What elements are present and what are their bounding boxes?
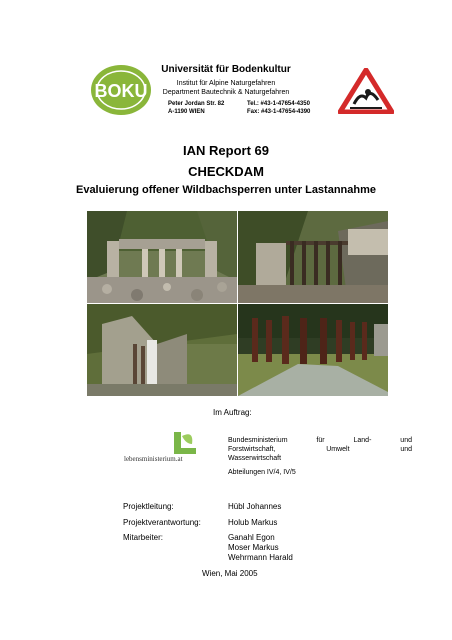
address-block [168, 100, 224, 116]
ministry-line-3: Wasserwirtschaft [228, 455, 282, 462]
ministry-divisions: Abteilungen IV/4, IV/5 [228, 469, 296, 476]
project-responsible: Holub Markus [228, 518, 278, 527]
place-date: Wien, Mai 2005 [202, 569, 258, 578]
department-name: Department Bautechnik & Naturgefahren [162, 89, 290, 96]
university-name: Universität für Bodenkultur [161, 64, 291, 75]
report-number: IAN Report 69 [183, 143, 269, 158]
boku-logo-text: BOKU [94, 81, 148, 101]
staff-label: Mitarbeiter: [123, 533, 164, 542]
contact-block [247, 100, 310, 116]
project-title: CHECKDAM [188, 164, 264, 179]
institute-name: Institut für Alpine Naturgefahren [176, 80, 276, 87]
street: Peter Jordan Str. 82 [168, 101, 225, 107]
lebensministerium-logo-text: lebensministerium.at [124, 455, 183, 463]
fax: Fax: #43-1-47654-4390 [247, 109, 311, 115]
staff-member: Moser Markus [228, 543, 279, 552]
project-lead-label: Projektleitung: [123, 502, 174, 511]
institute-block [0, 79, 452, 97]
photo-top-right [238, 211, 388, 303]
city: A-1190 WIEN [168, 109, 205, 115]
ministry-line-2: Forstwirtschaft, Umwelt und [228, 446, 412, 453]
lebensministerium-leaf-icon [160, 430, 200, 458]
report-subtitle: Evaluierung offener Wildbachsperren unter Lastannahme [75, 184, 377, 196]
photo-bottom-right [238, 304, 388, 396]
photo-bottom-left [87, 304, 237, 396]
telephone: Tel.: #43-1-47654-4350 [247, 101, 310, 107]
photo-top-left [87, 211, 237, 303]
staff-member: Ganahl Egon [228, 533, 275, 542]
staff-list [228, 533, 293, 563]
client-label: Im Auftrag: [213, 408, 252, 417]
ministry-line-1: Bundesministerium für Land- und [228, 437, 412, 444]
project-responsible-label: Projektverantwortung: [123, 518, 201, 527]
project-lead: Hübl Johannes [228, 502, 282, 511]
ministry-name [228, 436, 412, 463]
staff-member: Wehrmann Harald [228, 553, 293, 562]
